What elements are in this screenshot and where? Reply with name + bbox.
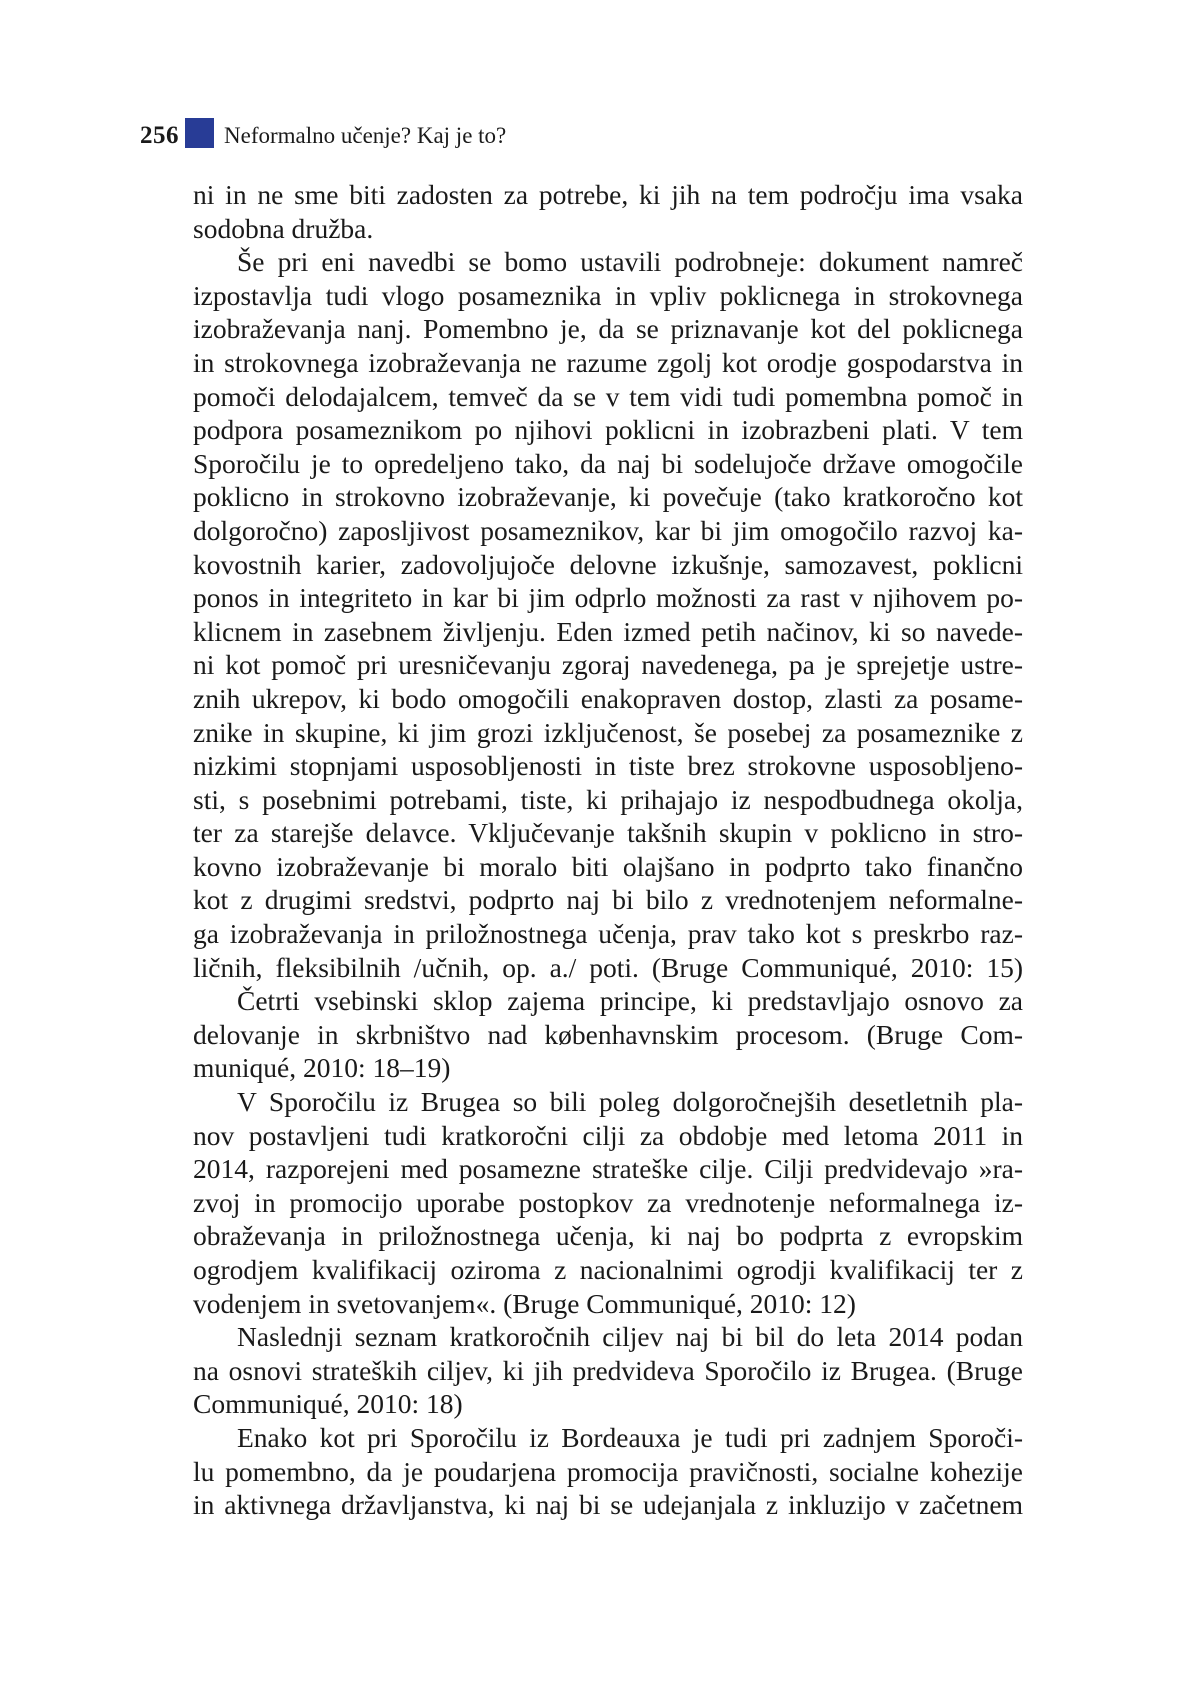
text-line: in aktivnega državljanstva, ki naj bi se udejanjala z inkluzijo v začetnem: [193, 1489, 1023, 1521]
text-line: zvoj in promocijo uporabe postopkov za vrednotenje neformalnega iz-: [193, 1186, 1023, 1218]
text-line: 2014, razporejeni med posamezne strateške cilje. Cilji predvidevajo »ra-: [193, 1153, 1023, 1185]
text-line: nizkimi stopnjami usposobljenosti in tiste brez strokovne usposobljeno-: [193, 750, 1023, 782]
text-line: nov postavljeni tudi kratkoročni cilji za obdobje med letoma 2011 in: [193, 1119, 1023, 1151]
text-line: izpostavlja tudi vlogo posameznika in vpliv poklicnega in strokovnega: [193, 279, 1023, 311]
text-line: ter za starejše delavce. Vključevanje takšnih skupin v poklicno in stro-: [193, 817, 1023, 849]
text-line: podpora posameznikom po njihovi poklicni in izobrazbeni plati. V tem: [193, 414, 1023, 446]
text-line: ga izobraževanja in priložnostnega učenja, prav tako kot s preskrbo raz-: [193, 918, 1023, 950]
text-line: na osnovi strateških ciljev, ki jih predvideva Sporočilo iz Brugea. (Bruge: [193, 1354, 1023, 1386]
text-line: Communiqué, 2010: 18): [193, 1388, 463, 1420]
text-line: kot z drugimi sredstvi, podprto naj bi bilo z vrednotenjem neformalne-: [193, 884, 1023, 916]
text-line: znih ukrepov, ki bodo omogočili enakopraven dostop, zlasti za posame-: [193, 682, 1023, 714]
text-line: sti, s posebnimi potrebami, tiste, ki prihajajo iz nespodbudnega okolja,: [193, 783, 1023, 815]
text-line: ni kot pomoč pri uresničevanju zgoraj navedenega, pa je sprejetje ustre-: [193, 649, 1023, 681]
text-line: ličnih, fleksibilnih /učnih, op. a./ poti. (Bruge Communiqué, 2010: 15): [193, 951, 1023, 983]
text-line: in strokovnega izobraževanja ne razume zgolj kot orodje gospodarstva in: [193, 346, 1023, 378]
running-header: [140, 118, 506, 154]
text-line: kovno izobraževanje bi moralo biti olajšano in podprto tako finančno: [193, 850, 1023, 882]
text-line: ni in ne sme biti zadosten za potrebe, ki jih na tem področju ima vsaka: [193, 179, 1023, 210]
text-line: Naslednji seznam kratkoročnih ciljev naj bi bil do leta 2014 podan: [237, 1321, 1023, 1353]
text-line: delovanje in skrbništvo nad københavnskim procesom. (Bruge Com-: [193, 1018, 1023, 1050]
text-line: Še pri eni navedbi se bomo ustavili podrobneje: dokument namreč: [237, 246, 1023, 278]
text-line: izobraževanja nanj. Pomembno je, da se priznavanje kot del poklicnega: [193, 313, 1023, 345]
text-line: dolgoročno) zaposljivost posameznikov, kar bi jim omogočilo razvoj ka-: [193, 514, 1023, 546]
text-line: znike in skupine, ki jim grozi izključenost, še posebej za posameznike z: [193, 716, 1023, 748]
text-line: V Sporočilu iz Brugea so bili poleg dolgoročnejših desetletnih pla-: [237, 1086, 1023, 1118]
text-line: Enako kot pri Sporočilu iz Bordeauxa je tudi pri zadnjem Sporoči-: [237, 1421, 1023, 1453]
text-line: pomoči delodajalcem, temveč da se v tem vidi tudi pomembna pomoč in: [193, 380, 1023, 412]
page-number: 256: [140, 122, 179, 149]
text-line: klicnem in zasebnem življenju. Eden izmed petih načinov, ki so navede-: [193, 615, 1023, 647]
body-text: [193, 178, 1023, 1522]
text-line: poklicno in strokovno izobraževanje, ki povečuje (tako kratkoročno kot: [193, 481, 1023, 513]
blue-square-marker-icon: [185, 118, 214, 148]
text-line: ogrodjem kvalifikacij oziroma z nacionalnimi ogrodji kvalifikacij ter z: [193, 1254, 1023, 1285]
text-line: Četrti vsebinski sklop zajema principe, ki predstavljajo osnovo za: [237, 985, 1023, 1017]
text-line: obraževanja in priložnostnega učenja, ki naj bo podprta z evropskim: [193, 1220, 1023, 1252]
text-line: vodenjem in svetovanjem«. (Bruge Communiqué, 2010: 12): [193, 1287, 856, 1319]
text-line: Sporočilu je to opredeljeno tako, da naj bi sodelujoče države omogočile: [193, 447, 1023, 479]
text-line: kovostnih karier, zadovoljujoče delovne izkušnje, samozavest, poklicni: [193, 548, 1023, 580]
text-line: ponos in integriteto in kar bi jim odprlo možnosti za rast v njihovem po-: [193, 582, 1023, 614]
running-title: Neformalno učenje? Kaj je to?: [224, 123, 507, 148]
text-line: muniqué, 2010: 18–19): [193, 1052, 451, 1084]
text-line: sodobna družba.: [193, 212, 374, 244]
text-line: lu pomembno, da je poudarjena promocija pravičnosti, socialne kohezije: [193, 1455, 1023, 1487]
